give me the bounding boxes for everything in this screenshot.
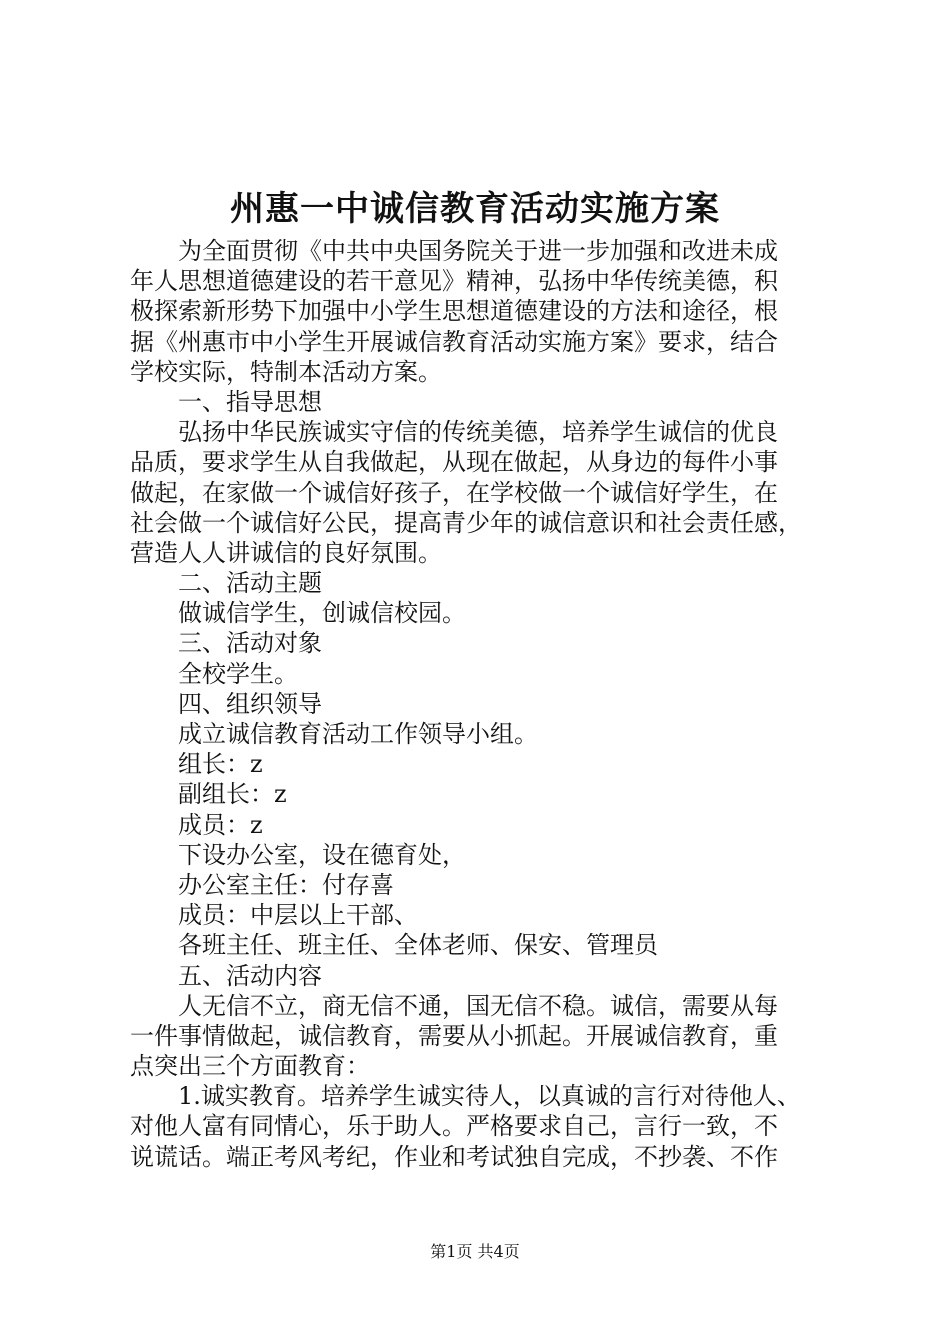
- paragraph-line: 办公室主任：付存喜: [178, 870, 394, 899]
- paragraph-line: 全校学生。: [178, 659, 298, 688]
- paragraph-line: 人无信不立，商无信不通，国无信不稳。诚信，需要从每: [178, 991, 778, 1020]
- paragraph-line: 品质，要求学生从自我做起，从现在做起，从身边的每件小事: [130, 448, 778, 477]
- paragraph-line: 组长：z: [178, 750, 263, 779]
- section-heading: 一、指导思想: [178, 387, 322, 416]
- paragraph-line: 对他人富有同情心，乐于助人。严格要求自己，言行一致，不: [130, 1112, 778, 1141]
- paragraph-line: 成员：中层以上干部、: [178, 901, 418, 930]
- page-number: 第1页 共4页: [430, 1242, 520, 1261]
- paragraph-line: 一件事情做起，诚信教育，需要从小抓起。开展诚信教育，重: [130, 1021, 778, 1050]
- paragraph-line: 做诚信学生，创诚信校园。: [178, 599, 466, 628]
- paragraph-line: 社会做一个诚信好公民，提高青少年的诚信意识和社会责任感，: [130, 508, 802, 537]
- paragraph-line: 1.诚实教育。培养学生诚实待人，以真诚的言行对待他人、: [178, 1082, 801, 1111]
- paragraph-line: 点突出三个方面教育：: [130, 1052, 370, 1081]
- paragraph-line: 成员：z: [178, 810, 263, 839]
- paragraph-line: 做起，在家做一个诚信好孩子，在学校做一个诚信好学生，在: [130, 478, 778, 507]
- paragraph-line: 副组长：z: [178, 780, 287, 809]
- section-heading: 二、活动主题: [178, 569, 322, 598]
- paragraph-line: 营造人人讲诚信的良好氛围。: [130, 538, 442, 567]
- paragraph-line: 弘扬中华民族诚实守信的传统美德，培养学生诚信的优良: [178, 418, 778, 447]
- page-footer: [0, 1242, 950, 1262]
- paragraph-line: 极探索新形势下加强中小学生思想道德建设的方法和途径，根: [130, 297, 778, 326]
- paragraph-line: 据《州惠市中小学生开展诚信教育活动实施方案》要求，结合: [130, 327, 778, 356]
- section-heading: 五、活动内容: [178, 961, 322, 990]
- paragraph-line: 年人思想道德建设的若干意见》精神，弘扬中华传统美德，积: [130, 267, 778, 296]
- paragraph-line: 为全面贯彻《中共中央国务院关于进一步加强和改进未成: [178, 237, 778, 265]
- document-title: 州惠一中诚信教育活动实施方案: [230, 189, 720, 229]
- document-body: [130, 236, 830, 1172]
- section-heading: 三、活动对象: [178, 629, 322, 658]
- section-heading: 四、组织领导: [178, 689, 322, 718]
- paragraph-line: 各班主任、班主任、全体老师、保安、管理员: [178, 931, 658, 960]
- paragraph-line: 下设办公室，设在德育处，: [178, 840, 466, 869]
- paragraph-line: 学校实际，特制本活动方案。: [130, 357, 442, 386]
- paragraph-line: 说谎话。端正考风考纪，作业和考试独自完成，不抄袭、不作: [130, 1142, 778, 1171]
- paragraph-line: 成立诚信教育活动工作领导小组。: [178, 720, 538, 748]
